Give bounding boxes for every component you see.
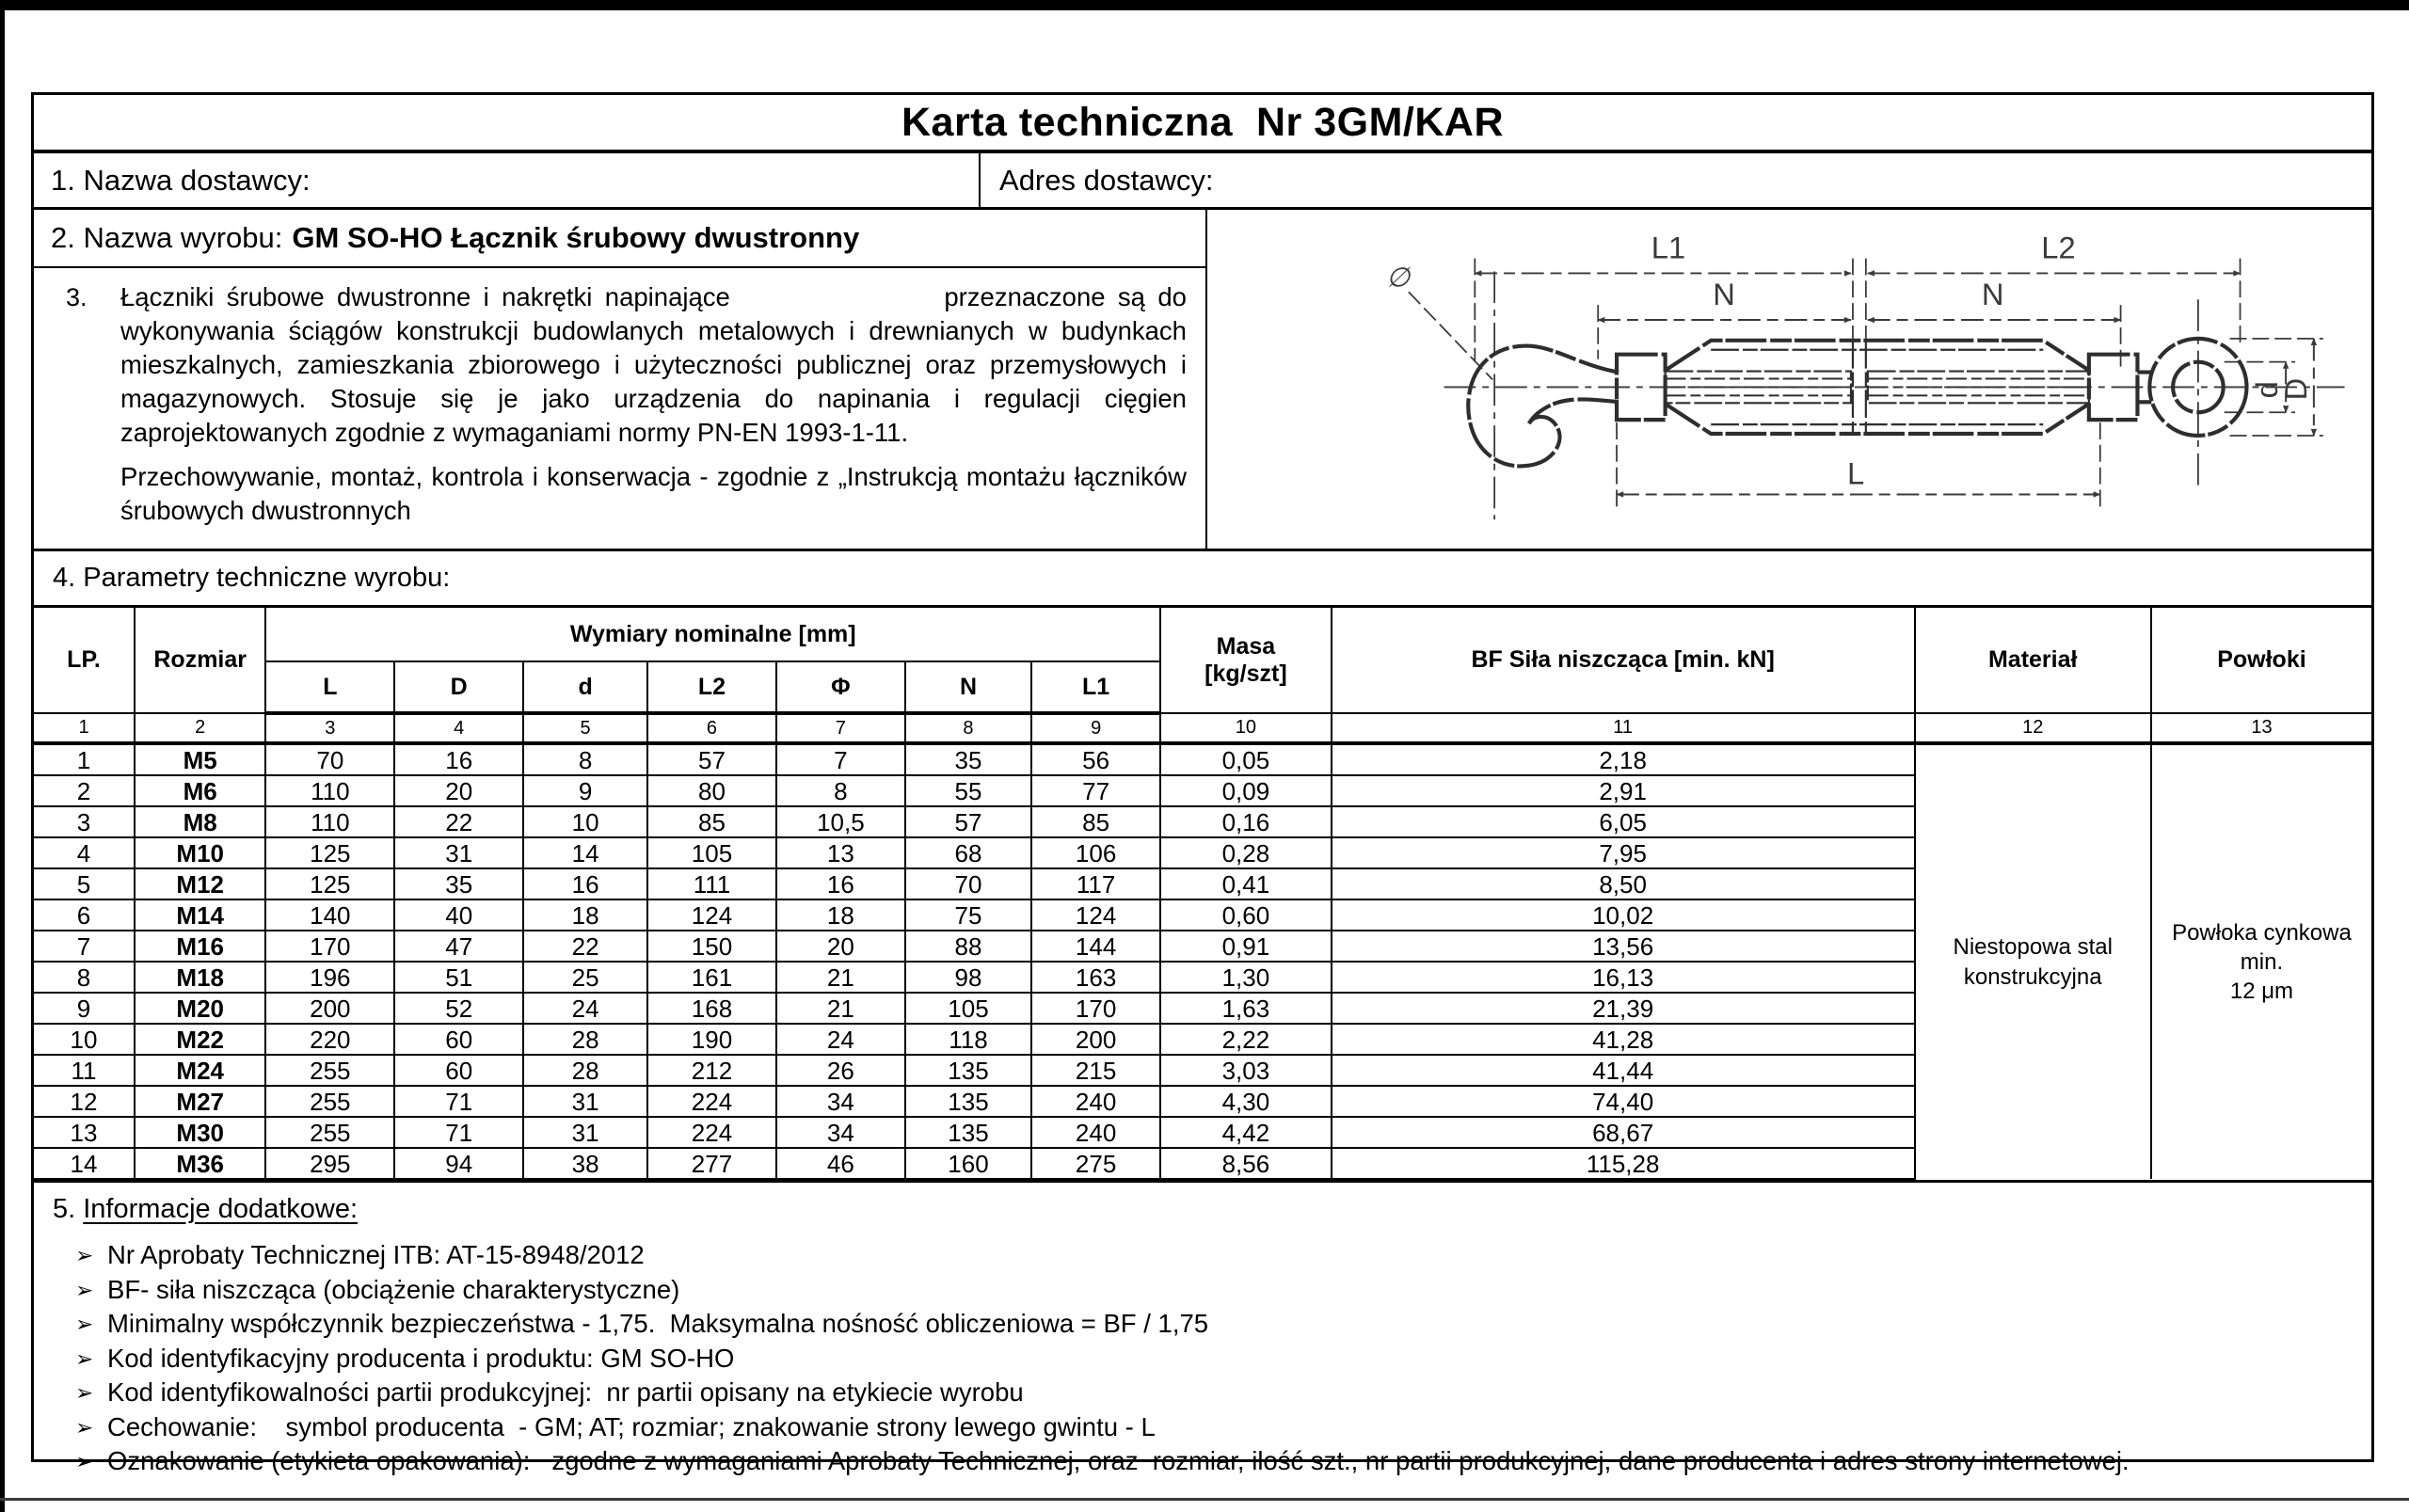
dim-label-d-small: d (2249, 381, 2285, 399)
cell-lp: 5 (34, 868, 135, 899)
cell-dim-6: 275 (1031, 1148, 1160, 1179)
cell-masa: 1,30 (1160, 962, 1332, 993)
cell-dim-6: 163 (1031, 962, 1160, 993)
cell-dim-0: 110 (265, 775, 394, 806)
cell-rozmiar: M36 (135, 1148, 265, 1179)
note-text: Kod identyfikowalności partii produkcyjnej: nr partii opisany na etykiecie wyrobu (107, 1377, 1024, 1407)
cell-dim-1: 35 (394, 868, 523, 899)
description-text (120, 280, 1187, 549)
cell-dim-4: 34 (776, 1086, 905, 1117)
note-text: Nr Aprobaty Technicznej ITB: AT-15-8948/2012 (107, 1240, 645, 1269)
cell-lp: 9 (34, 993, 135, 1024)
supplier-address-cell (981, 153, 2371, 207)
cell-dim-2: 10 (523, 806, 647, 837)
cell-dim-3: 105 (647, 837, 776, 868)
cell-rozmiar: M10 (135, 837, 265, 868)
cell-dim-5: 105 (905, 993, 1031, 1024)
column-number: 6 (647, 713, 776, 743)
cell-masa: 0,41 (1160, 868, 1332, 899)
cell-rozmiar: M27 (135, 1086, 265, 1117)
column-number: 12 (1915, 713, 2151, 743)
cell-bf: 41,44 (1332, 1055, 1915, 1086)
column-number: 3 (265, 713, 394, 743)
cell-dim-4: 21 (776, 993, 905, 1024)
section4-row (34, 551, 2371, 608)
dim-label-l: L (1846, 455, 1865, 491)
note-item (53, 1238, 2353, 1273)
supplier-row (34, 153, 2371, 210)
cell-dim-2: 16 (523, 868, 647, 899)
cell-dim-5: 135 (905, 1086, 1031, 1117)
cell-rozmiar: M16 (135, 931, 265, 962)
column-number: 5 (523, 713, 647, 743)
header-lp: LP. (34, 608, 135, 713)
note-item (53, 1342, 2353, 1377)
column-number: 1 (34, 713, 135, 743)
cell-masa: 1,63 (1160, 993, 1332, 1024)
cell-dim-3: 124 (647, 899, 776, 931)
middle-section (34, 210, 2371, 551)
cell-masa: 3,03 (1160, 1055, 1332, 1086)
cell-lp: 4 (34, 837, 135, 868)
supplier-name-cell (34, 153, 981, 207)
cell-dim-5: 135 (905, 1117, 1031, 1148)
cell-dim-0: 220 (265, 1024, 394, 1055)
cell-dim-4: 7 (776, 743, 905, 775)
cell-dim-4: 16 (776, 868, 905, 899)
cell-dim-4: 21 (776, 962, 905, 993)
note-bullet-icon: ➢ (75, 1345, 94, 1371)
cell-bf: 8,50 (1332, 868, 1915, 899)
product-name-label: 2. Nazwa wyrobu: (51, 221, 283, 254)
cell-masa: 8,56 (1160, 1148, 1332, 1179)
column-number: 2 (135, 713, 265, 743)
cell-dim-4: 13 (776, 837, 905, 868)
cell-masa: 0,16 (1160, 806, 1332, 837)
dim-label-n-left: N (1713, 277, 1735, 312)
cell-lp: 10 (34, 1024, 135, 1055)
description-paragraph-2: Przechowywanie, montaż, kontrola i konserwacja - zgodnie z „Instrukcją montażu łączników śrubowych dwustronnych (120, 462, 1187, 525)
column-number: 13 (2151, 713, 2371, 743)
cell-bf: 41,28 (1332, 1024, 1915, 1055)
coating-line2: 12 μm (2229, 979, 2294, 1005)
cell-dim-0: 255 (265, 1086, 394, 1117)
header-dim-6: L1 (1031, 661, 1160, 713)
note-text: BF- siła niszcząca (obciążenie charakterystyczne) (107, 1274, 680, 1304)
note-bullet-icon: ➢ (75, 1449, 94, 1473)
header-masa-line2: [kg/szt] (1204, 660, 1287, 687)
cell-dim-5: 55 (905, 775, 1031, 806)
turnbuckle-drawing (1207, 210, 2371, 549)
technical-drawing (1207, 210, 2371, 549)
cell-rozmiar: M24 (135, 1055, 265, 1086)
product-row (34, 210, 1205, 268)
cell-dim-6: 106 (1031, 837, 1160, 868)
header-dim-0: L (265, 661, 394, 713)
table-row (34, 743, 2371, 775)
cell-dim-2: 28 (523, 1055, 647, 1086)
scan-edge-left (0, 0, 5, 1512)
cell-rozmiar: M22 (135, 1024, 265, 1055)
cell-dim-2: 38 (523, 1148, 647, 1179)
cell-dim-5: 57 (905, 806, 1031, 837)
note-item (53, 1376, 2353, 1410)
cell-dim-3: 150 (647, 931, 776, 962)
cell-dim-1: 52 (394, 993, 523, 1024)
cell-dim-1: 71 (394, 1086, 523, 1117)
cell-bf: 21,39 (1332, 993, 1915, 1024)
cell-dim-5: 35 (905, 743, 1031, 775)
note-text: Minimalny współczynnik bezpieczeństwa - 1,75. Maksymalna nośność obliczeniowa = BF / 1,75 (107, 1309, 1209, 1338)
cell-dim-6: 56 (1031, 743, 1160, 775)
cell-dim-1: 51 (394, 962, 523, 993)
cell-dim-5: 160 (905, 1148, 1031, 1179)
cell-dim-5: 98 (905, 962, 1031, 993)
cell-dim-5: 70 (905, 868, 1031, 899)
header-dim-4: Φ (776, 661, 905, 713)
note-text: Oznakowanie (etykieta opakowania): zgodne z wymaganiami Aprobaty Technicznej, oraz rozmiar, ilość szt., nr partii produkcyjnej, dane producenta i adres strony internetowej. (107, 1446, 2130, 1475)
cell-dim-3: 80 (647, 775, 776, 806)
cell-bf: 74,40 (1332, 1086, 1915, 1117)
section4-title: 4. Parametry techniczne wyrobu: (53, 563, 451, 593)
cell-dim-6: 170 (1031, 993, 1160, 1024)
cell-dim-6: 144 (1031, 931, 1160, 962)
header-dim-3: L2 (647, 661, 776, 713)
cell-bf: 6,05 (1332, 806, 1915, 837)
cell-bf: 2,91 (1332, 775, 1915, 806)
description-block (34, 268, 1205, 549)
cell-dim-0: 140 (265, 899, 394, 931)
title-row (34, 95, 2371, 153)
cell-dim-3: 168 (647, 993, 776, 1024)
cell-dim-4: 18 (776, 899, 905, 931)
cell-dim-1: 60 (394, 1024, 523, 1055)
cell-dim-2: 24 (523, 993, 647, 1024)
cell-dim-3: 57 (647, 743, 776, 775)
cell-dim-3: 190 (647, 1024, 776, 1055)
cell-dim-6: 200 (1031, 1024, 1160, 1055)
cell-dim-0: 200 (265, 993, 394, 1024)
cell-lp: 12 (34, 1086, 135, 1117)
cell-dim-1: 60 (394, 1055, 523, 1086)
cell-dim-4: 24 (776, 1024, 905, 1055)
notes-list (53, 1238, 2353, 1479)
document-frame (31, 92, 2374, 1475)
section5-title-text: Informacje dodatkowe: (83, 1194, 359, 1224)
cell-dim-6: 240 (1031, 1086, 1160, 1117)
cell-bf: 68,67 (1332, 1117, 1915, 1148)
cell-masa: 2,22 (1160, 1024, 1332, 1055)
cell-masa: 4,30 (1160, 1086, 1332, 1117)
cell-dim-2: 8 (523, 743, 647, 775)
column-number: 11 (1332, 713, 1915, 743)
cell-dim-4: 20 (776, 931, 905, 962)
cell-dim-2: 14 (523, 837, 647, 868)
cell-lp: 14 (34, 1148, 135, 1179)
hook-outline (1468, 346, 1619, 467)
cell-dim-2: 31 (523, 1086, 647, 1117)
cell-dim-6: 124 (1031, 899, 1160, 931)
cell-dim-6: 240 (1031, 1117, 1160, 1148)
cell-rozmiar: M30 (135, 1117, 265, 1148)
cell-dim-6: 85 (1031, 806, 1160, 837)
cell-bf: 115,28 (1332, 1148, 1915, 1179)
header-bf: BF Siła niszcząca [min. kN] (1332, 608, 1915, 713)
cell-dim-0: 255 (265, 1117, 394, 1148)
cell-dim-4: 34 (776, 1117, 905, 1148)
cell-dim-0: 110 (265, 806, 394, 837)
header-dim-1: D (394, 661, 523, 713)
column-number: 8 (905, 713, 1031, 743)
column-number: 7 (776, 713, 905, 743)
column-number-row (34, 713, 2371, 743)
cell-coating-merged (2151, 743, 2371, 1179)
cell-dim-5: 135 (905, 1055, 1031, 1086)
section5-title (53, 1194, 2353, 1225)
cell-rozmiar: M12 (135, 868, 265, 899)
cell-rozmiar: M8 (135, 806, 265, 837)
header-dim-5: N (905, 661, 1031, 713)
cell-bf: 16,13 (1332, 962, 1915, 993)
cell-masa: 0,28 (1160, 837, 1332, 868)
header-rozmiar: Rozmiar (135, 608, 265, 713)
scan-edge-bottom (0, 1498, 2409, 1501)
header-material: Materiał (1915, 608, 2151, 713)
cell-dim-6: 117 (1031, 868, 1160, 899)
note-item (53, 1410, 2353, 1445)
cell-dim-0: 196 (265, 962, 394, 993)
cell-lp: 2 (34, 775, 135, 806)
cell-masa: 4,42 (1160, 1117, 1332, 1148)
cell-lp: 11 (34, 1055, 135, 1086)
cell-dim-0: 125 (265, 837, 394, 868)
cell-lp: 6 (34, 899, 135, 931)
header-masa-line1: Masa (1216, 632, 1276, 660)
note-bullet-icon: ➢ (75, 1277, 94, 1302)
parameters-table (34, 608, 2371, 1180)
cell-dim-4: 46 (776, 1148, 905, 1179)
cell-dim-5: 68 (905, 837, 1031, 868)
cell-dim-1: 94 (394, 1148, 523, 1179)
note-bullet-icon: ➢ (75, 1243, 94, 1267)
cell-lp: 7 (34, 931, 135, 962)
cell-dim-3: 111 (647, 868, 776, 899)
description-paragraph-1: Łączniki śrubowe dwustronne i nakrętki napinające przeznaczone są do wykonywania ściągów konstrukcji budowlanych metalowych i drewnianych w budynkach mieszkalnych, zamieszkania zbiorowego i użyteczności publicznej oraz przemysłowych i magazynowych. Stosuje się je jako urządzenia do napinania i regulacji cięgien zaprojektowanych zgodnie z wymaganiami normy PN-EN 1993-1-11. (120, 282, 1187, 447)
cell-dim-0: 70 (265, 743, 394, 775)
supplier-name-label: 1. Nazwa dostawcy: (51, 163, 311, 197)
dim-label-l1: L1 (1651, 230, 1686, 265)
description-number: 3. (66, 283, 88, 311)
cell-dim-0: 170 (265, 931, 394, 962)
cell-bf: 2,18 (1332, 743, 1915, 775)
cell-dim-1: 40 (394, 899, 523, 931)
header-dim-2: d (523, 661, 647, 713)
product-name: GM SO-HO Łącznik śrubowy dwustronny (292, 221, 860, 254)
cell-dim-0: 295 (265, 1148, 394, 1179)
note-text: Kod identyfikacyjny producenta i produktu: GM SO-HO (107, 1343, 735, 1373)
note-text: Cechowanie: symbol producenta - GM; AT; rozmiar; znakowanie strony lewego gwintu - L (107, 1411, 1156, 1441)
cell-bf: 7,95 (1332, 837, 1915, 868)
cell-dim-3: 85 (647, 806, 776, 837)
cell-dim-3: 161 (647, 962, 776, 993)
cell-dim-3: 224 (647, 1117, 776, 1148)
cell-dim-1: 16 (394, 743, 523, 775)
header-masa (1160, 608, 1332, 713)
cell-dim-0: 255 (265, 1055, 394, 1086)
cell-lp: 1 (34, 743, 135, 775)
cell-rozmiar: M6 (135, 775, 265, 806)
note-bullet-icon: ➢ (75, 1380, 94, 1405)
cell-dim-2: 31 (523, 1117, 647, 1148)
cell-rozmiar: M14 (135, 899, 265, 931)
cell-dim-1: 31 (394, 837, 523, 868)
cell-dim-3: 277 (647, 1148, 776, 1179)
supplier-address-label: Adres dostawcy: (999, 163, 1214, 197)
cell-dim-2: 22 (523, 931, 647, 962)
page-title: Karta techniczna Nr 3GM/KAR (901, 99, 1505, 145)
cell-dim-5: 118 (905, 1024, 1031, 1055)
cell-dim-1: 71 (394, 1117, 523, 1148)
cell-dim-5: 75 (905, 899, 1031, 931)
header-wymiary: Wymiary nominalne [mm] (265, 608, 1160, 661)
cell-rozmiar: M20 (135, 993, 265, 1024)
product-and-description (34, 210, 1207, 549)
parameters-table-wrap (34, 608, 2371, 1180)
cell-dim-6: 77 (1031, 775, 1160, 806)
cell-dim-2: 28 (523, 1024, 647, 1055)
cell-rozmiar: M18 (135, 962, 265, 993)
column-number: 4 (394, 713, 523, 743)
note-item (53, 1307, 2353, 1342)
cell-dim-4: 10,5 (776, 806, 905, 837)
cell-dim-4: 8 (776, 775, 905, 806)
note-item (53, 1444, 2353, 1479)
frame-bottom (1666, 404, 2089, 434)
cell-masa: 0,09 (1160, 775, 1332, 806)
cell-material-merged: Niestopowa stal konstrukcyjna (1915, 743, 2151, 1179)
cell-rozmiar: M5 (135, 743, 265, 775)
cell-dim-3: 212 (647, 1055, 776, 1086)
cell-dim-3: 224 (647, 1086, 776, 1117)
cell-lp: 3 (34, 806, 135, 837)
coating-line1: Powłoka cynkowa min. (2172, 919, 2352, 975)
cell-dim-2: 9 (523, 775, 647, 806)
cell-lp: 13 (34, 1117, 135, 1148)
cell-dim-1: 20 (394, 775, 523, 806)
cell-dim-0: 125 (265, 868, 394, 899)
cell-dim-5: 88 (905, 931, 1031, 962)
cell-dim-6: 215 (1031, 1055, 1160, 1086)
dim-label-d-big: D (2277, 377, 2313, 401)
cell-masa: 0,60 (1160, 899, 1332, 931)
dim-label-l2: L2 (2041, 230, 2076, 265)
note-item (53, 1273, 2353, 1308)
header-powloki: Powłoki (2151, 608, 2371, 713)
diameter-symbol: ∅ (1386, 263, 1411, 294)
note-bullet-icon: ➢ (75, 1414, 94, 1440)
cell-lp: 8 (34, 962, 135, 993)
section5-prefix: 5. (53, 1194, 84, 1224)
cell-bf: 13,56 (1332, 931, 1915, 962)
note-bullet-icon: ➢ (75, 1312, 94, 1336)
column-number: 10 (1160, 713, 1332, 743)
cell-dim-2: 18 (523, 899, 647, 931)
cell-dim-2: 25 (523, 962, 647, 993)
dim-label-n-right: N (1981, 277, 2004, 312)
cell-masa: 0,05 (1160, 743, 1332, 775)
cell-dim-4: 26 (776, 1055, 905, 1086)
column-number: 9 (1031, 713, 1160, 743)
cell-dim-1: 47 (394, 931, 523, 962)
frame-top (1666, 341, 2089, 371)
section5-block (34, 1183, 2371, 1479)
scan-edge-top (0, 0, 2409, 10)
cell-dim-1: 22 (394, 806, 523, 837)
cell-masa: 0,91 (1160, 931, 1332, 962)
cell-bf: 10,02 (1332, 899, 1915, 931)
